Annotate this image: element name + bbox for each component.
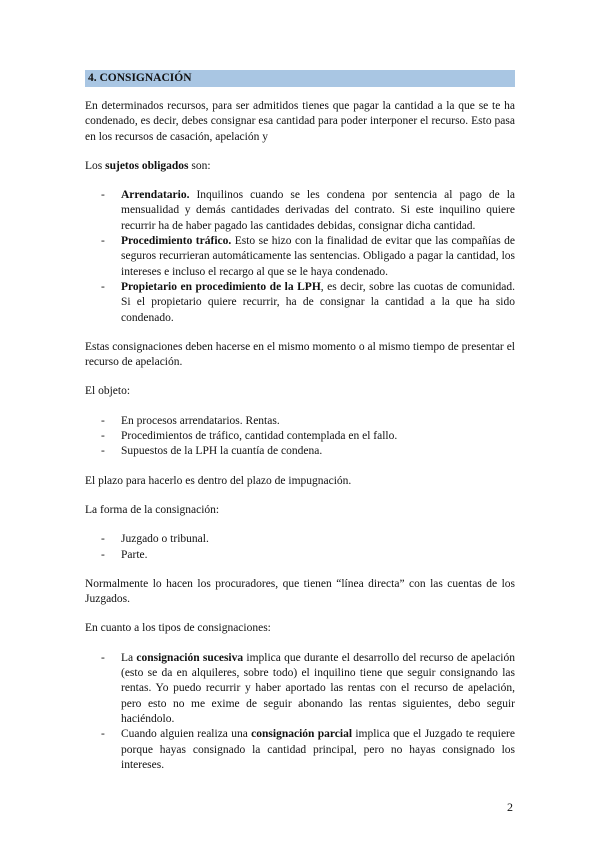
section-heading: 4. CONSIGNACIÓN [85,70,515,87]
forma-list [85,532,515,563]
intro-paragraph: En determinados recursos, para ser admitidos tienes que pagar la cantidad a la que se te ha condenado, es decir, debes consignar esa cantidad para poder interponer el recurso. Esto pasa en los recursos de casación, apelación y [85,100,515,143]
list-item: - Supuestos de la LPH la cuantía de condena. [101,445,323,458]
list-item: - Cuando alguien realiza una consignación parcial implica que el Juzgado te requiere porque hayas consignado la cantidad principal, pero no hayas consignado los intereses. [101,728,515,771]
tipos-label: En cuanto a los tipos de consignaciones: [85,622,271,635]
page-number: 2 [507,800,513,814]
forma-label: La forma de la consignación: [85,503,220,516]
list-item: - Procedimientos de tráfico, cantidad contemplada en el fallo. [101,430,398,443]
list-item: - Parte. [101,548,148,561]
list-item: - Propietario en procedimiento de la LPH, es decir, sobre las cuotas de comunidad. Si el propietario quiere recurrir, ha de consignar la cantidad a la que ha sido condenado. [101,280,515,324]
procuradores-paragraph: Normalmente lo hacen los procuradores, que tienen “línea directa” con las cuentas de los Juzgados. [85,577,515,606]
objeto-list [85,414,515,460]
obligados-intro: Los sujetos obligados son: [85,159,211,172]
tipos-list [85,651,515,773]
obligados-bold: sujetos obligados [105,159,189,172]
momento-paragraph: Estas consignaciones deben hacerse en el mismo momento o al mismo tiempo de presentar el recurso de apelación. [85,340,515,369]
list-item: - Juzgado o tribunal. [101,533,209,546]
list-item: - Arrendatario. Inquilinos cuando se les condena por sentencia al pago de la mensualidad y demás cantidades derivadas del contrato. Si este inquilino quiere recurrir ha de haber pagado las cantidades debidas, consignar dicha cantidad. [101,189,515,232]
obligados-list [85,188,515,326]
list-item: - En procesos arrendatarios. Rentas. [101,414,280,427]
list-item: - La consignación sucesiva implica que durante el desarrollo del recurso de apelación (esto se da en alquileres, sobre todo) el inquilino tiene que seguir consignando las rentas. Yo puedo recurrir y haber aportado las rentas con el recurso de apelación, pero esto no me exime de seguir abonando las rentas siguientes, debo seguir haciéndolo. [101,651,515,725]
page-content [85,70,515,787]
plazo-paragraph: El plazo para hacerlo es dentro del plazo de impugnación. [85,474,352,487]
list-item: - Procedimiento tráfico. Esto se hizo con la finalidad de evitar que las compañías de seguros recurrieran automáticamente las sentencias. Obligado a pagar la cantidad, los intereses e incluso el recargo al que se le haya condenado. [101,235,516,278]
objeto-label: El objeto: [85,385,131,398]
